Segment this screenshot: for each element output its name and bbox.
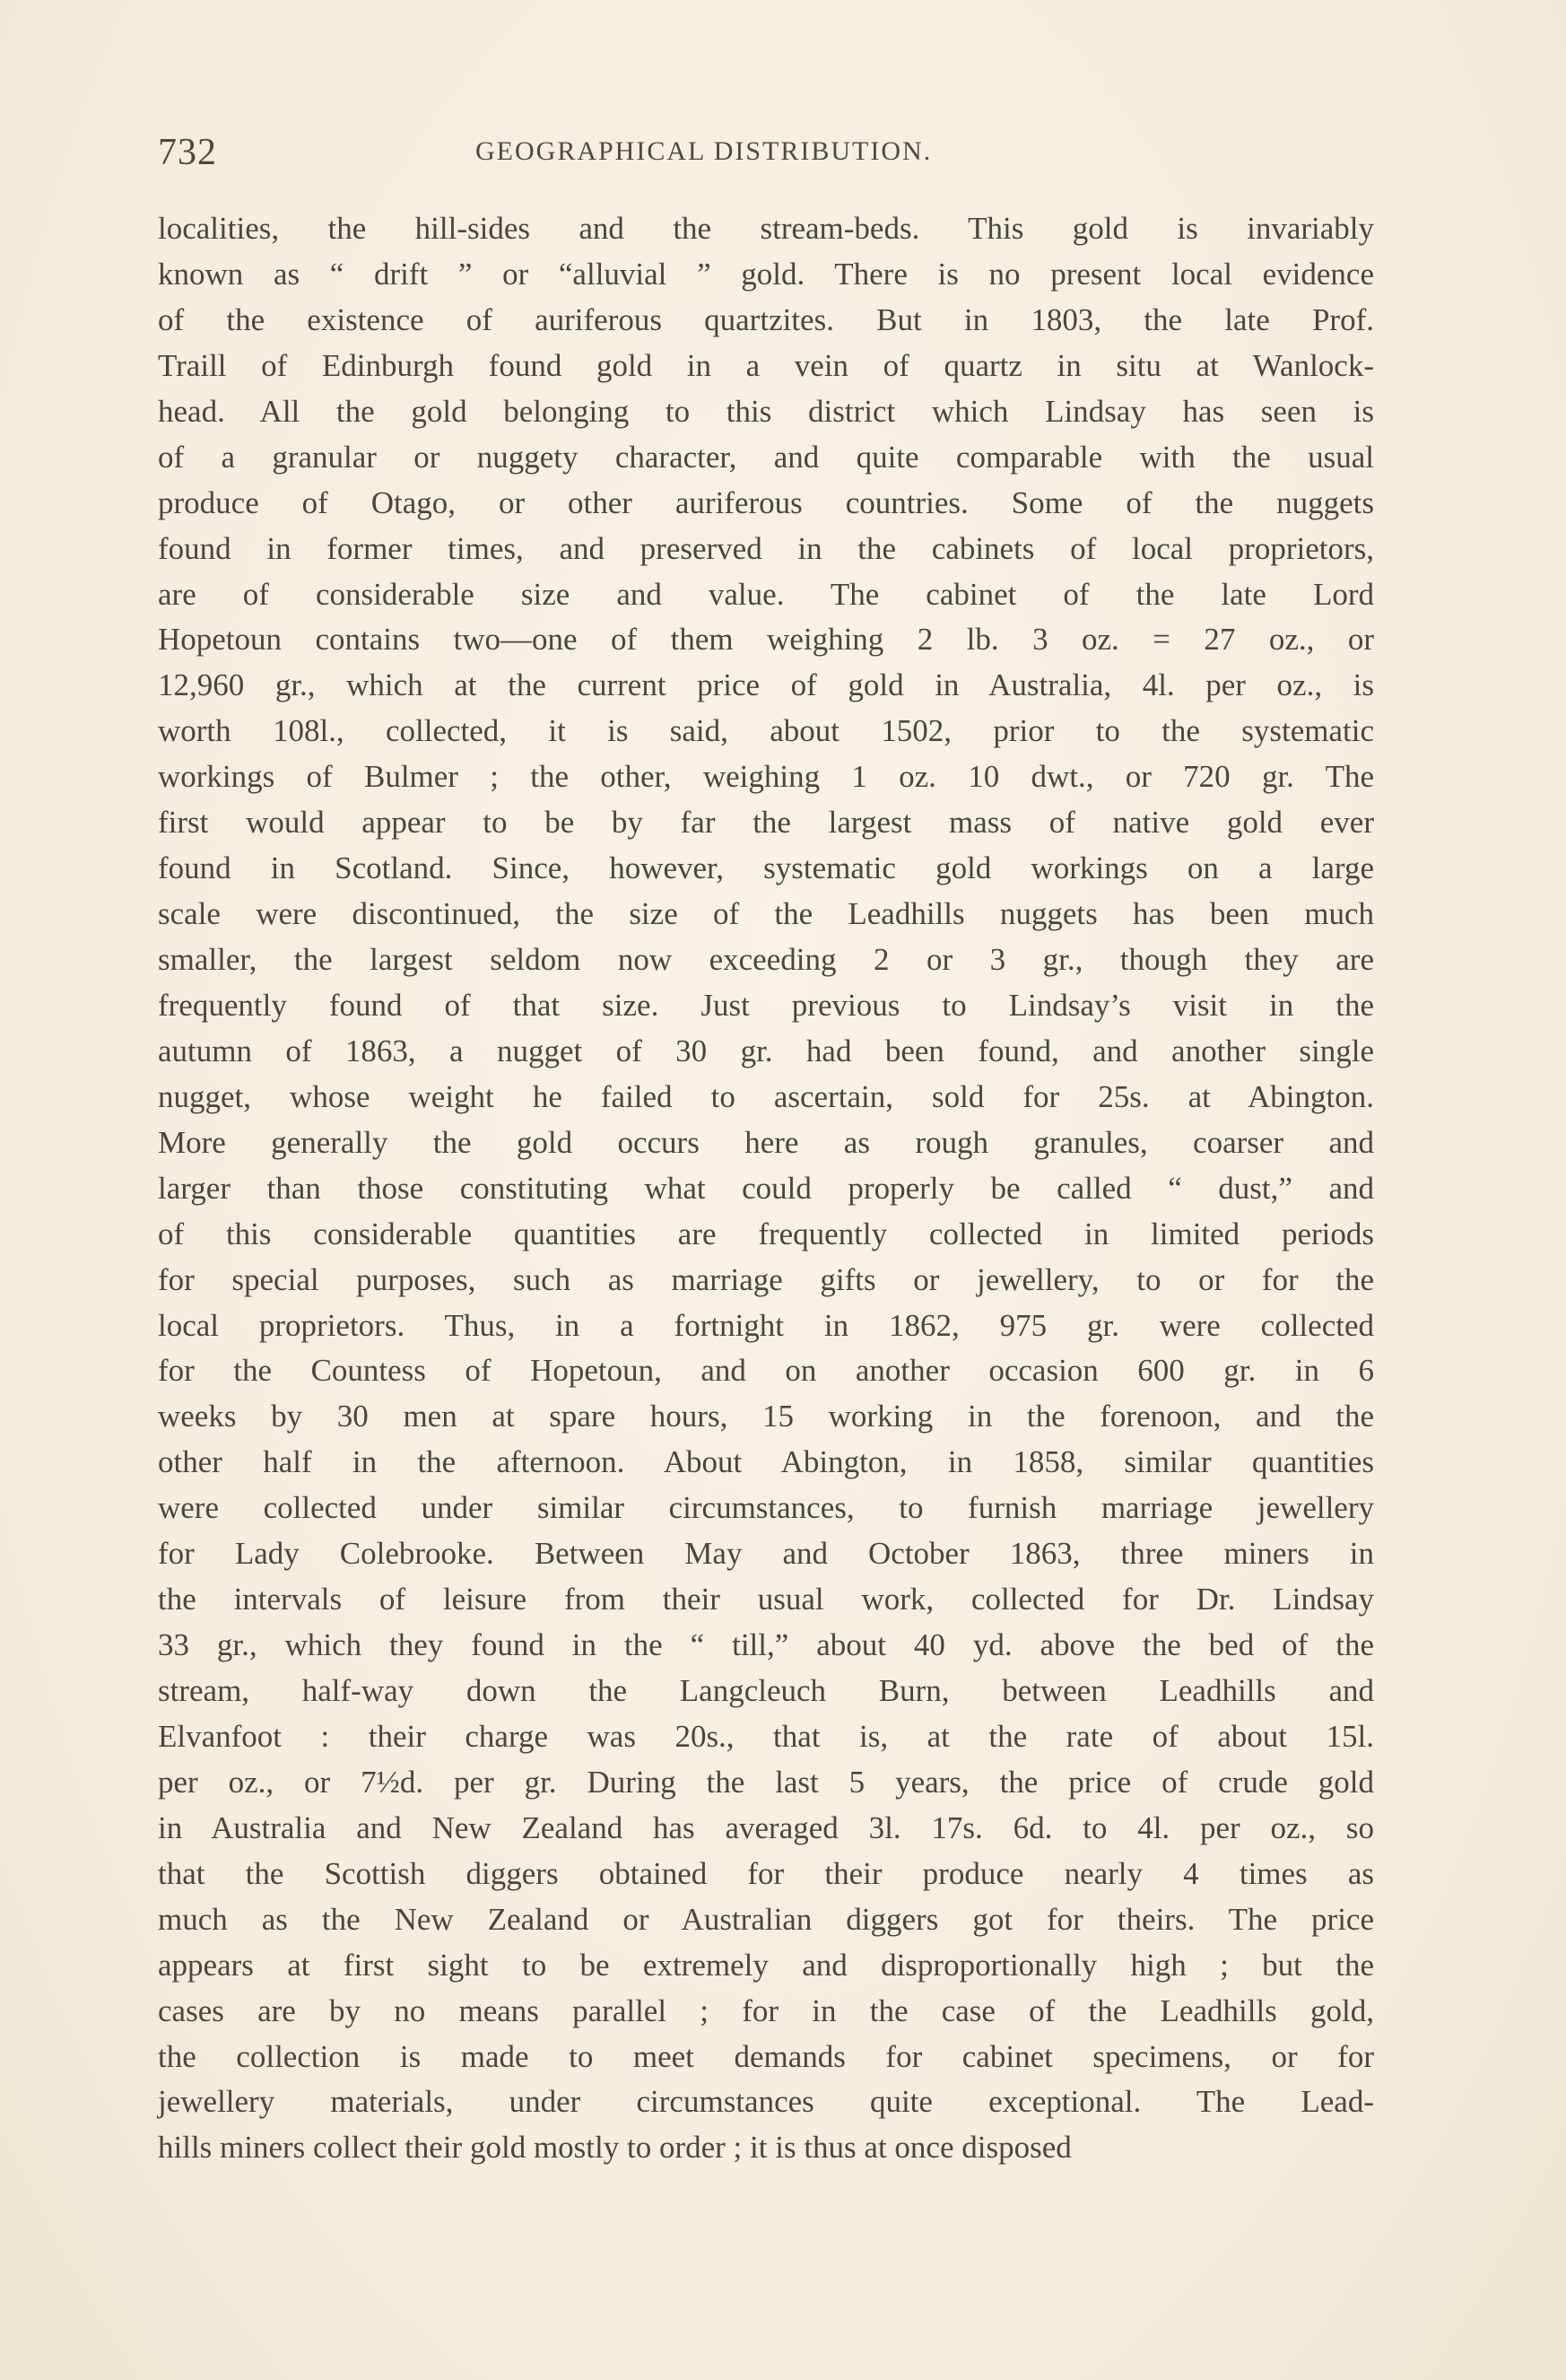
- text-line: found in Scotland. Since, however, systematic gold workings on a large: [158, 850, 1374, 886]
- text-line: smaller, the largest seldom now exceeding 2 or 3 gr., though they are: [158, 942, 1374, 977]
- text-line: for the Countess of Hopetoun, and on another occasion 600 gr. in 6: [158, 1353, 1374, 1389]
- text-line: of this considerable quantities are frequently collected in limited periods: [158, 1216, 1374, 1251]
- text-line: of a granular or nuggety character, and quite comparable with the usual: [158, 439, 1374, 475]
- text-line: Elvanfoot : their charge was 20s., that is, at the rate of about 15l.: [158, 1718, 1374, 1754]
- text-line: of the existence of auriferous quartzites. But in 1803, the late Prof.: [158, 301, 1374, 337]
- text-line: for special purposes, such as marriage gifts or jewellery, to or for the: [158, 1261, 1374, 1297]
- running-title: GEOGRAPHICAL DISTRIBUTION.: [475, 136, 933, 166]
- text-line: per oz., or 7½d. per gr. During the last 5 years, the price of crude gold: [158, 1764, 1374, 1800]
- text-line: localities, the hill-sides and the stream-beds. This gold is invariably: [158, 211, 1374, 246]
- text-line: for Lady Colebrooke. Between May and October 1863, three miners in: [158, 1536, 1374, 1572]
- text-line: much as the New Zealand or Australian diggers got for theirs. The price: [158, 1901, 1374, 1937]
- text-line: More generally the gold occurs here as rough granules, coarser and: [158, 1124, 1374, 1160]
- text-line: in Australia and New Zealand has averaged 3l. 17s. 6d. to 4l. per oz., so: [158, 1809, 1374, 1845]
- text-line: jewellery materials, under circumstances quite exceptional. The Lead-: [158, 2084, 1374, 2120]
- text-line: larger than those constituting what could properly be called “ dust,” and: [158, 1170, 1374, 1206]
- text-line: stream, half-way down the Langcleuch Burn, between Leadhills and: [158, 1673, 1374, 1708]
- text-line: 12,960 gr., which at the current price of gold in Australia, 4l. per oz., is: [158, 667, 1374, 703]
- text-line: known as “ drift ” or “alluvial ” gold. There is no present local evidence: [158, 256, 1374, 292]
- text-line: scale were discontinued, the size of the Leadhills nuggets has been much: [158, 896, 1374, 932]
- text-line: Traill of Edinburgh found gold in a vein of quartz in situ at Wanlock-: [158, 347, 1374, 383]
- page-number: 732: [158, 132, 217, 173]
- text-line: local proprietors. Thus, in a fortnight in 1862, 975 gr. were collected: [158, 1307, 1374, 1343]
- text-line: nugget, whose weight he failed to ascertain, sold for 25s. at Abington.: [158, 1078, 1374, 1114]
- text-line: found in former times, and preserved in the cabinets of local proprietors,: [158, 530, 1374, 566]
- page-header: [158, 131, 1378, 176]
- text-line: other half in the afternoon. About Abington, in 1858, similar quantities: [158, 1444, 1374, 1480]
- text-line: 33 gr., which they found in the “ till,” about 40 yd. above the bed of the: [158, 1627, 1374, 1663]
- text-line: are of considerable size and value. The cabinet of the late Lord: [158, 576, 1374, 612]
- text-line: weeks by 30 men at spare hours, 15 working in the forenoon, and the: [158, 1399, 1374, 1434]
- text-line: that the Scottish diggers obtained for their produce nearly 4 times as: [158, 1855, 1374, 1891]
- text-line: cases are by no means parallel ; for in the case of the Leadhills gold,: [158, 1992, 1374, 2028]
- body-text: [158, 206, 1374, 2171]
- text-line: head. All the gold belonging to this district which Lindsay has seen is: [158, 393, 1374, 429]
- text-line: first would appear to be by far the largest mass of native gold ever: [158, 805, 1374, 841]
- text-line: were collected under similar circumstances, to furnish marriage jewellery: [158, 1490, 1374, 1526]
- text-line: Hopetoun contains two—one of them weighing 2 lb. 3 oz. = 27 oz., or: [158, 622, 1374, 658]
- text-line: the intervals of leisure from their usual work, collected for Dr. Lindsay: [158, 1582, 1374, 1617]
- text-line: produce of Otago, or other auriferous countries. Some of the nuggets: [158, 484, 1374, 520]
- text-line: hills miners collect their gold mostly to order ; it is thus at once disposed: [158, 2130, 1072, 2166]
- text-line: workings of Bulmer ; the other, weighing 1 oz. 10 dwt., or 720 gr. The: [158, 759, 1374, 795]
- text-line: frequently found of that size. Just previous to Lindsay’s visit in the: [158, 987, 1374, 1023]
- text-line: worth 108l., collected, it is said, about 1502, prior to the systematic: [158, 713, 1374, 749]
- text-line: autumn of 1863, a nugget of 30 gr. had been found, and another single: [158, 1033, 1374, 1068]
- text-line: the collection is made to meet demands for cabinet specimens, or for: [158, 2038, 1374, 2074]
- text-line: appears at first sight to be extremely and disproportionally high ; but the: [158, 1947, 1374, 1983]
